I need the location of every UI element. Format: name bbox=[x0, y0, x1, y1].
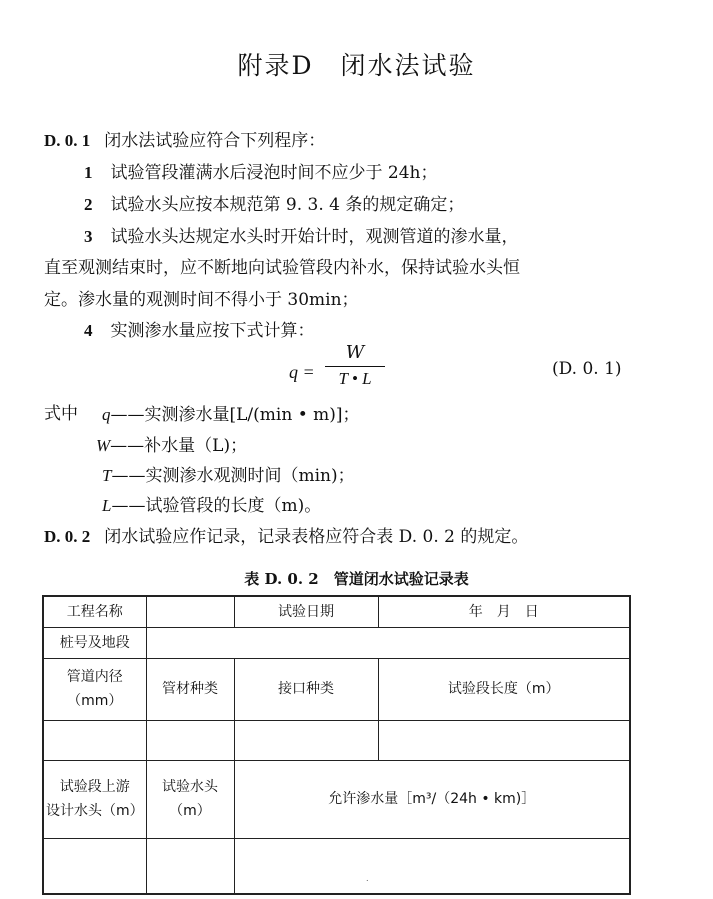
label-section-length: 试验段长度（m） bbox=[378, 658, 630, 720]
item-text: 试验水头达规定水头时开始计时，观测管道的渗水量， bbox=[110, 227, 519, 247]
pipe-diameter-label: 管道内径 bbox=[66, 669, 123, 685]
formula-numerator: W bbox=[345, 342, 365, 363]
variable-symbol: T bbox=[102, 466, 112, 485]
clause-number: D. 0. 1 bbox=[44, 131, 91, 150]
item-number: 1 bbox=[84, 163, 93, 182]
where-variable bbox=[102, 406, 360, 424]
test-date-value: 年 月 日 bbox=[378, 596, 630, 627]
where-variable bbox=[102, 497, 321, 515]
project-name-value bbox=[146, 596, 234, 627]
value-cell bbox=[378, 720, 630, 760]
item-text-continued: 直至观测结束时，应不断地向试验管段内补水，保持试验水头恒 bbox=[44, 258, 520, 278]
formula-fraction bbox=[325, 342, 385, 389]
value-cell bbox=[146, 838, 234, 894]
test-head-label: 试验水头 bbox=[162, 779, 218, 795]
variable-desc: ——试验管段的长度（m)。 bbox=[111, 496, 322, 516]
variable-symbol: q bbox=[102, 405, 111, 424]
record-table bbox=[42, 595, 631, 895]
clause-d01 bbox=[44, 132, 325, 150]
value-cell bbox=[234, 838, 630, 894]
value-cell bbox=[43, 720, 146, 760]
label-station-section: 桩号及地段 bbox=[43, 627, 146, 658]
formula-lhs: q = bbox=[289, 362, 315, 382]
formula-label: (D. 0. 1) bbox=[552, 359, 622, 379]
clause-text: 闭水试验应作记录，记录表格应符合表 D. 0. 2 的规定。 bbox=[104, 527, 529, 547]
label-upstream-head bbox=[43, 760, 146, 838]
list-item bbox=[84, 164, 437, 182]
fraction-bar bbox=[325, 366, 385, 367]
where-lead: 式中 bbox=[44, 404, 78, 424]
scan-speck: . bbox=[366, 874, 369, 883]
item-text-continued: 定。渗水量的观测时间不得小于 30min； bbox=[44, 290, 359, 310]
label-pipe-diameter bbox=[43, 658, 146, 720]
table-caption: 表 D. 0. 2 管道闭水试验记录表 bbox=[244, 570, 469, 588]
variable-symbol: W bbox=[96, 436, 111, 455]
label-test-date: 试验日期 bbox=[234, 596, 378, 627]
appendix-title: 附录D 闭水法试验 bbox=[237, 51, 476, 80]
item-text: 实测渗水量应按下式计算： bbox=[110, 321, 315, 341]
where-variable bbox=[102, 467, 355, 485]
test-head-unit: （m） bbox=[169, 803, 211, 819]
item-number: 2 bbox=[84, 195, 93, 214]
list-item bbox=[84, 196, 464, 214]
formula-denominator: T • L bbox=[338, 369, 372, 388]
label-pipe-material: 管材种类 bbox=[146, 658, 234, 720]
clause-text: 闭水法试验应符合下列程序： bbox=[104, 131, 326, 151]
item-text: 试验水头应按本规范第 9. 3. 4 条的规定确定； bbox=[110, 195, 465, 215]
variable-desc: ——补水量（L)； bbox=[110, 436, 248, 456]
upstream-head-line1: 试验段上游 bbox=[59, 779, 130, 795]
list-item bbox=[84, 322, 315, 340]
pipe-diameter-unit: （mm） bbox=[67, 693, 123, 709]
value-cell bbox=[43, 838, 146, 894]
variable-symbol: L bbox=[102, 496, 112, 515]
value-cell bbox=[146, 720, 234, 760]
value-cell bbox=[234, 720, 378, 760]
label-allowed-seepage: 允许渗水量［m³/（24h • km)］ bbox=[234, 760, 630, 838]
upstream-head-line2: 设计水头（m） bbox=[46, 803, 144, 819]
label-test-head bbox=[146, 760, 234, 838]
clause-number: D. 0. 2 bbox=[44, 527, 91, 546]
list-item bbox=[84, 228, 519, 246]
variable-desc: ——实测渗水量[L/(min • m)]； bbox=[110, 405, 360, 425]
clause-d02 bbox=[44, 528, 528, 546]
item-number: 3 bbox=[84, 227, 93, 246]
label-joint-type: 接口种类 bbox=[234, 658, 378, 720]
item-number: 4 bbox=[84, 321, 93, 340]
item-text: 试验管段灌满水后浸泡时间不应少于 24h； bbox=[110, 163, 438, 183]
label-project-name: 工程名称 bbox=[43, 596, 146, 627]
variable-desc: ——实测渗水观测时间（min)； bbox=[111, 466, 355, 486]
where-variable bbox=[96, 437, 247, 455]
station-section-value bbox=[146, 627, 630, 658]
